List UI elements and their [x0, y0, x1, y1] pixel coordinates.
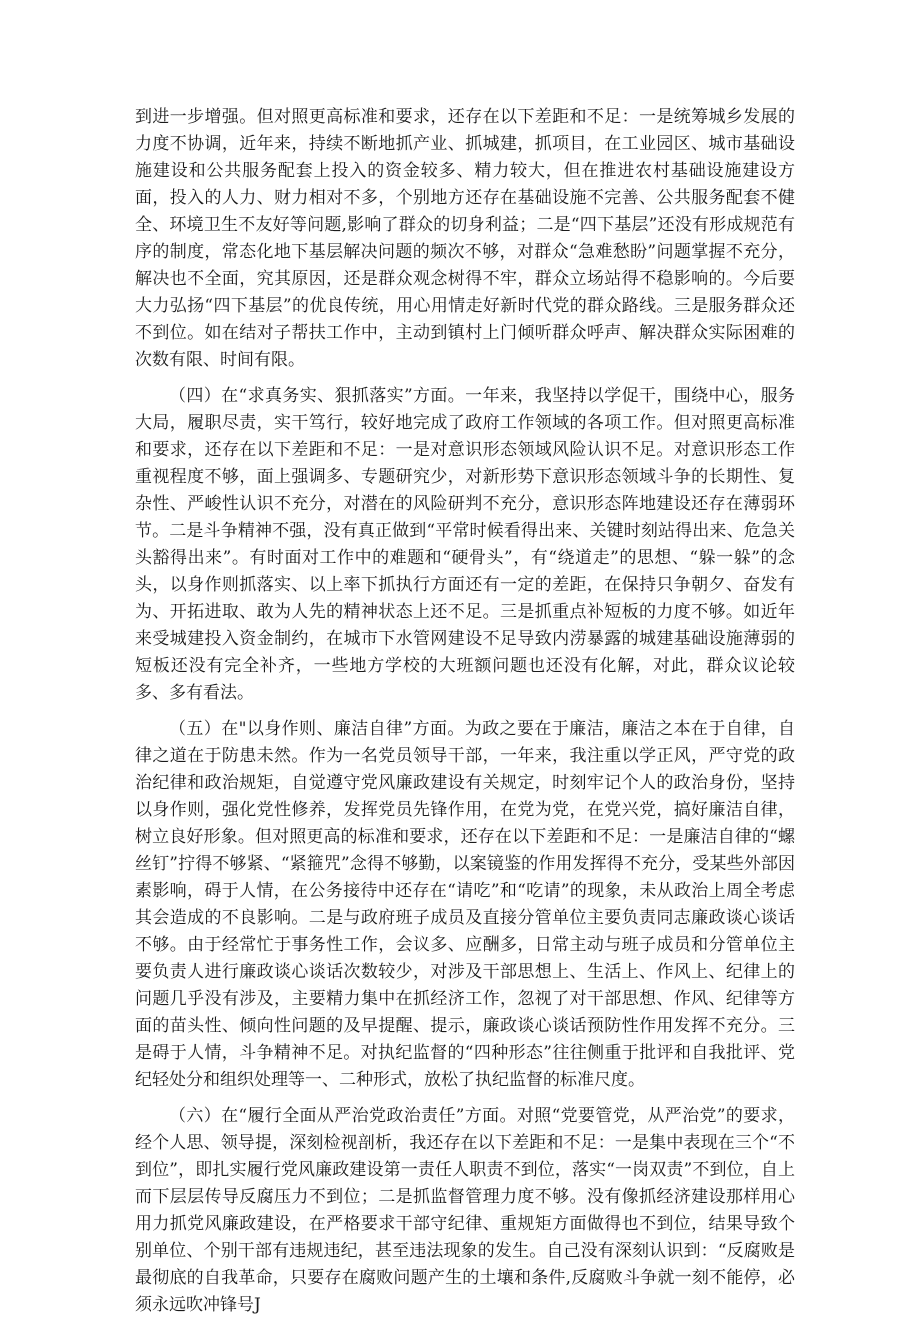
paragraph-section-6: （六）在“履行全面从严治党政治责任”方面。对照“党要管党，从严治党”的要求，经个人思、领导提，深刻检视剖析，我还存在以下差距和不足：一是集中表现在三个“不到位”，即扎实履行党风廉政建设第一责任人职责不到位，落实“一岗双责”不到位，自上而下层层传导反腐压力不到位；二是抓监督管理力度不够。没有像抓经济建设那样用心用力抓党风廉政建设，在严格要求干部守纪律、重规矩方面做得也不到位，结果导致个别单位、个别干部有违规违纪，甚至违法现象的发生。自己没有深刻认识到：“反腐败是最彻底的自我革命，只要存在腐败问题产生的土壤和条件,反腐败斗争就一刻不能停，必须永远吹冲锋号J: [135, 1106, 795, 1315]
paragraph-section-4: （四）在“求真务实、狠抓落实”方面。一年来，我坚持以学促干，围绕中心，服务大局，履职尽责，实干笃行，较好地完成了政府工作领域的各项工作。但对照更高标准和要求，还存在以下差距和不足：一是对意识形态领域风险认识不足。对意识形态工作重视程度不够，面上强调多、专题研究少，对新形势下意识形态领域斗争的长期性、复杂性、严峻性认识不充分，对潜在的风险研判不充分，意识形态阵地建设还存在薄弱环节。二是斗争精神不强，没有真正做到“平常时候看得出来、关键时刻站得出来、危急关头豁得出来”。有时面对工作中的难题和“硬骨头”，有“绕道走”的思想、“躲一躲”的念头，以身作则抓落实、以上率下抓执行方面还有一定的差距，在保持只争朝夕、奋发有为、开拓进取、敢为人先的精神状态上还不足。三是抓重点补短板的力度不够。如近年来受城建投入资金制约，在城市下水管网建设不足导致内涝暴露的城建基础设施薄弱的短板还没有完全补齐，一些地方学校的大班额问题也还没有化解，对此，群众议论较多、多有看法。: [135, 386, 795, 703]
paragraph-continued: 到进一步增强。但对照更高标准和要求，还存在以下差距和不足：一是统筹城乡发展的力度不协调，近年来，持续不断地抓产业、抓城建，抓项目，在工业园区、城市基础设施建设和公共服务配套上投入的资金较多、精力较大，但在推进农村基础设施建设方面，投入的人力、财力相对不多，个别地方还存在基础设施不完善、公共服务配套不健全、环境卫生不友好等问题,影响了群众的切身利益；二是“四下基层”还没有形成规范有序的制度，常态化地下基层解决问题的频次不够，对群众“急难愁盼”问题掌握不充分，解决也不全面，究其原因，还是群众观念树得不牢，群众立场站得不稳影响的。今后要大力弘扬“四下基层”的优良传统，用心用情走好新时代党的群众路线。三是服务群众还不到位。如在结对子帮扶工作中，主动到镇村上门倾听群众呼声、解决群众实际困难的次数有限、时间有限。: [135, 107, 795, 370]
document-page: [135, 104, 795, 1328]
paragraph-section-5: （五）在"以身作则、廉洁自律”方面。为政之要在于廉洁，廉洁之本在于自律，自律之道在于防患未然。作为一名党员领导干部，一年来，我注重以学正风，严守党的政治纪律和政治规矩，自觉遵守党风廉政建设有关规定，时刻牢记个人的政治身份，坚持以身作则，强化党性修养，发挥党员先锋作用，在党为党，在党兴党，搞好廉洁自律，树立良好形象。但对照更高的标准和要求，还存在以下差距和不足：一是廉洁自律的“螺丝钉”拧得不够紧、“紧箍咒”念得不够勤，以案镜鉴的作用发挥得不充分，受某些外部因素影响，碍于人情，在公务接待中还存在“请吃”和“吃请”的现象，未从政治上周全考虑其会造成的不良影响。二是与政府班子成员及直接分管单位主要负责同志廉政谈心谈话不够。由于经常忙于事务性工作，会议多、应酬多，日常主动与班子成员和分管单位主要负责人进行廉政谈心谈话次数较少，对涉及干部思想上、生活上、作风上、纪律上的问题几乎没有涉及，主要精力集中在抓经济工作，忽视了对干部思想、作风、纪律等方面的苗头性、倾向性问题的及早提醒、提示，廉政谈心谈话预防性作用发挥不充分。三是碍于人情，斗争精神不足。对执纪监督的“四种形态”往往侧重于批评和自我批评、党纪轻处分和组织处理等一、二种形式，放松了执纪监督的标准尺度。: [135, 719, 795, 1090]
